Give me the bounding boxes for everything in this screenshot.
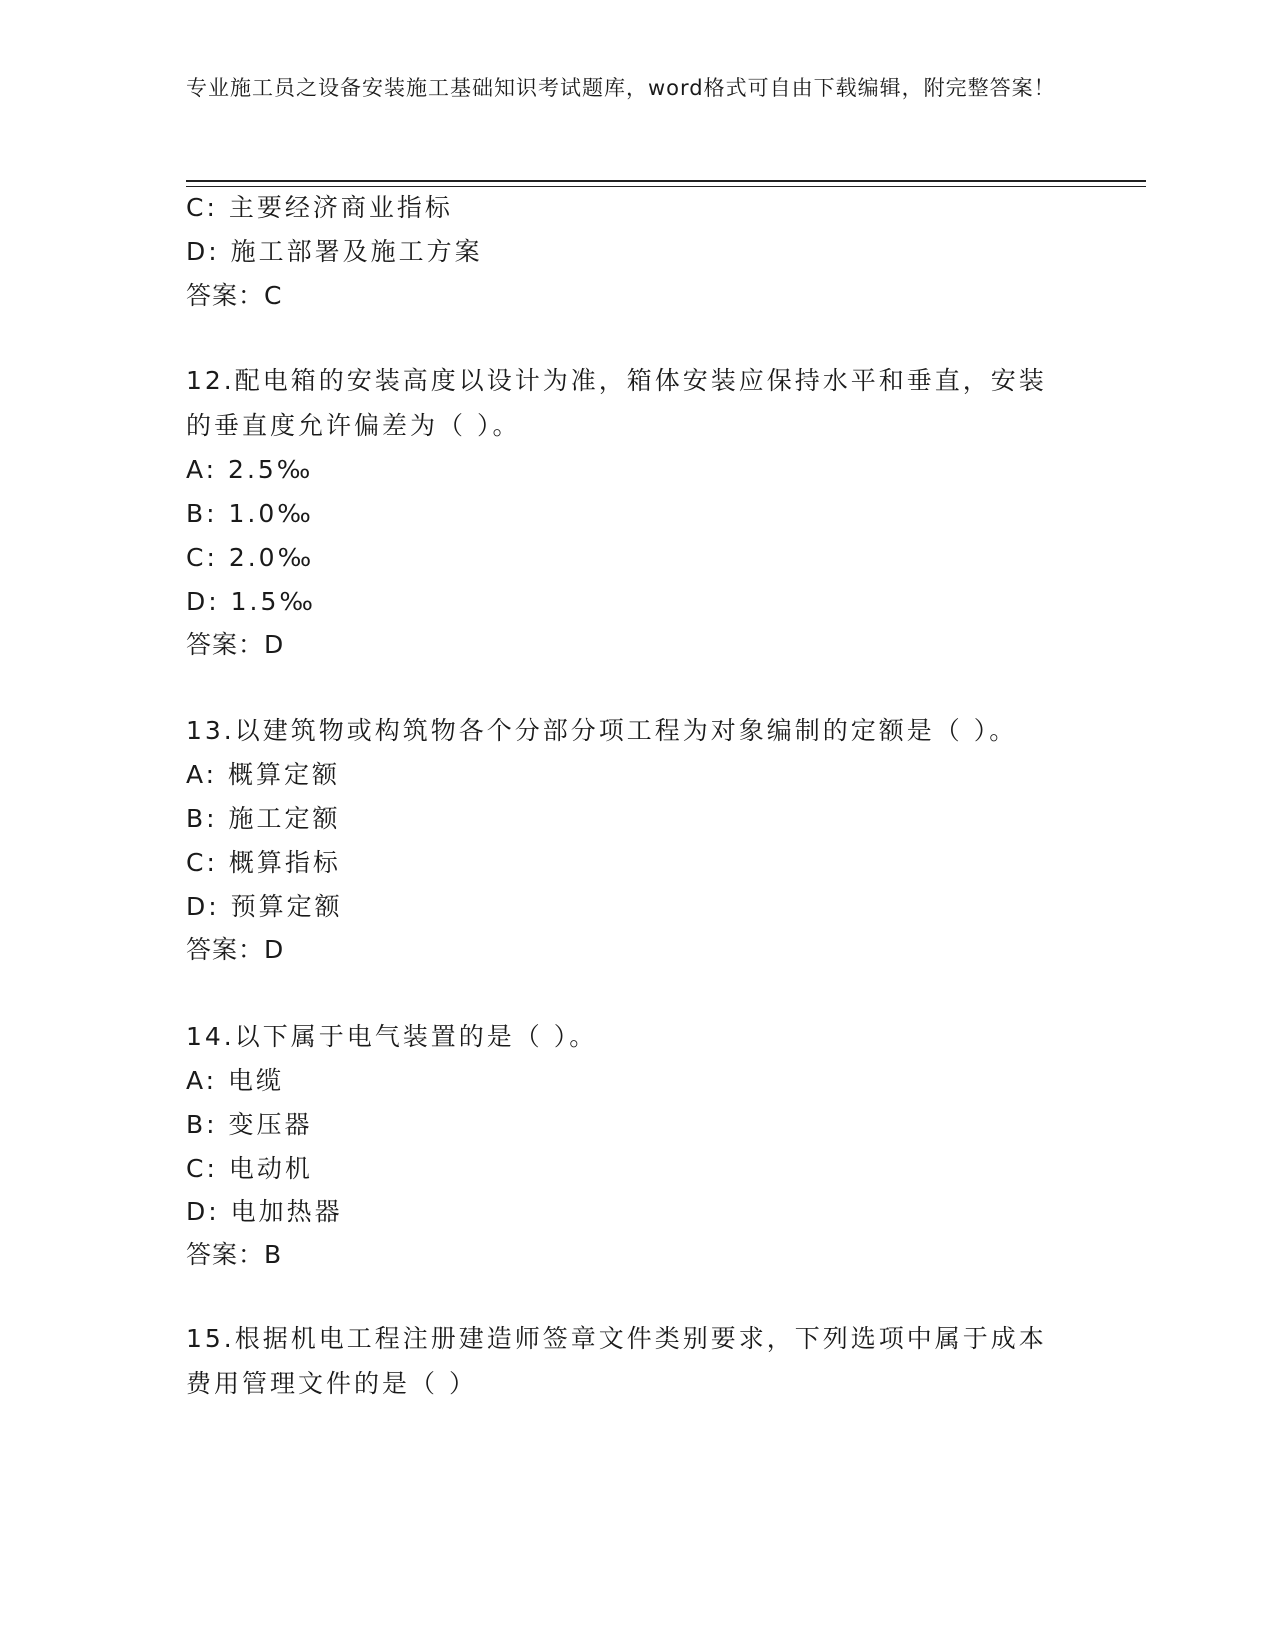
q12-option-b: B: 1.0‰	[186, 499, 314, 528]
q12-option-c: C: 2.0‰	[186, 543, 315, 572]
header-divider-thin	[186, 186, 1146, 187]
q12-option-a: A: 2.5‰	[186, 455, 314, 484]
q13-option-c: C: 概算指标	[186, 848, 341, 877]
q13-option-a: A: 概算定额	[186, 760, 341, 789]
q11-option-d: D: 施工部署及施工方案	[186, 237, 483, 266]
q12-option-d: D: 1.5‰	[186, 587, 316, 616]
q11-option-c: C: 主要经济商业指标	[186, 193, 453, 222]
q15-stem: 15.根据机电工程注册建造师签章文件类别要求，下列选项中属于成本费用管理文件的是（ ）	[186, 1324, 1047, 1398]
q14-option-c: C: 电动机	[186, 1154, 313, 1183]
q13-option-b: B: 施工定额	[186, 804, 341, 833]
q13-answer: 答案：D	[186, 935, 285, 964]
q14-option-b: B: 变压器	[186, 1110, 313, 1139]
q13-option-d: D: 预算定额	[186, 892, 343, 921]
q13-stem: 13.以建筑物或构筑物各个分部分项工程为对象编制的定额是（ ）。	[186, 716, 1018, 745]
q14-option-d: D: 电加热器	[186, 1197, 343, 1226]
q14-stem: 14.以下属于电气装置的是（ ）。	[186, 1022, 598, 1051]
q14-answer: 答案：B	[186, 1240, 283, 1269]
q12-answer: 答案：D	[186, 630, 285, 659]
header-divider-thick	[186, 180, 1146, 182]
q12-stem: 12.配电箱的安装高度以设计为准，箱体安装应保持水平和垂直，安装的垂直度允许偏差为（ ）。	[186, 366, 1047, 440]
document-header: 专业施工员之设备安装施工基础知识考试题库，word格式可自由下载编辑，附完整答案！	[186, 76, 1056, 100]
q11-answer: 答案：C	[186, 281, 283, 310]
q14-option-a: A: 电缆	[186, 1066, 285, 1095]
